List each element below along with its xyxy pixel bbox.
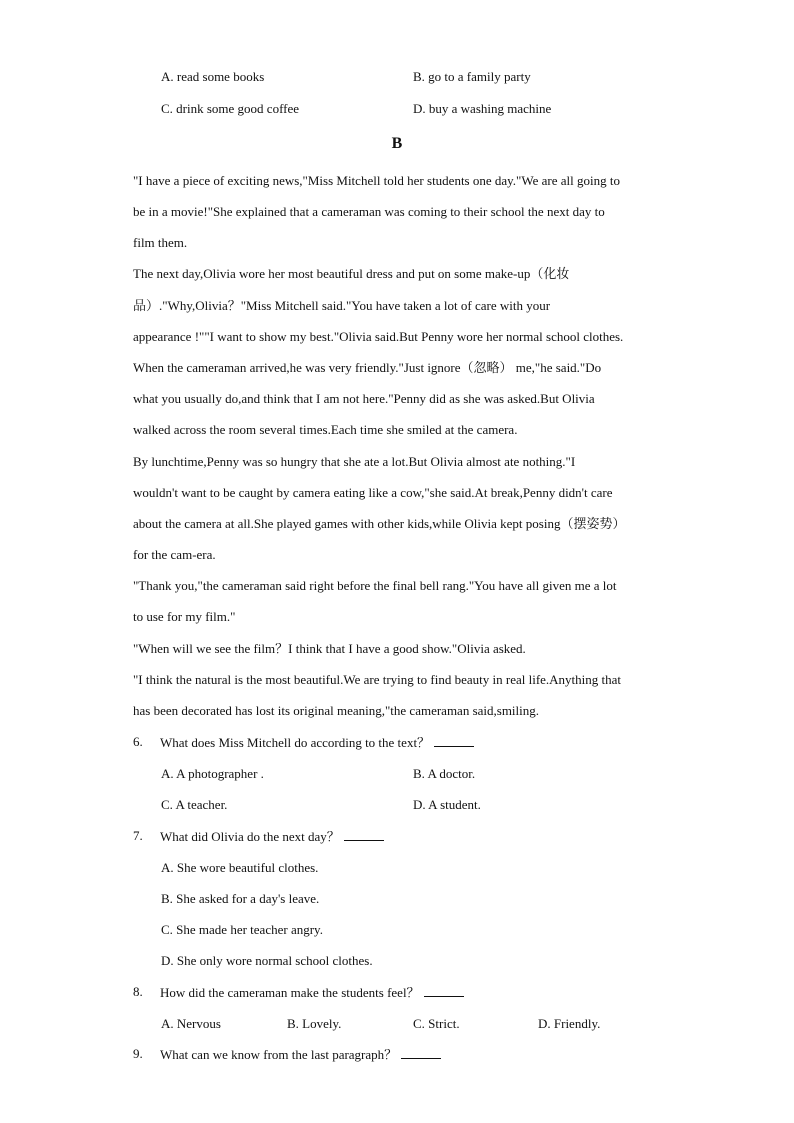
question-number: 6. [133,734,143,749]
question-6-option-c: C. A teacher. [161,797,228,812]
question-6-option-b: B. A doctor. [413,766,476,781]
question-6-stem [160,734,474,751]
passage-line: for the cam-era. [133,547,216,562]
passage-line: The next day,Olivia wore her most beautiful dress and put on some make-up（化妆 [133,266,570,281]
question-text: How did the cameraman make the students feel？ [160,985,420,1000]
passage-line: has been decorated has lost its original meaning,"the cameraman said,smiling. [133,703,540,718]
passage-line: When the cameraman arrived,he was very friendly."Just ignore（忽略） me,"he said."Do [133,360,602,375]
passage-line: about the camera at all.She played games with other kids,while Olivia kept posing（摆姿势） [133,516,626,531]
question-7-option-a: A. She wore beautiful clothes. [161,860,319,875]
question-7-stem [160,828,384,845]
passage-line: what you usually do,and think that I am not here."Penny did as she was asked.But Olivia [133,391,595,406]
passage-line: "I think the natural is the most beautiful.We are trying to find beauty in real life.Anything that [133,672,622,687]
question-text: What does Miss Mitchell do according to the text？ [160,735,431,750]
answer-blank[interactable] [344,828,384,841]
question-7-option-b: B. She asked for a day's leave. [161,891,320,906]
passage-line: be in a movie!"She explained that a cameraman was coming to their school the next day to [133,204,605,219]
passage-line: to use for my film." [133,609,236,624]
prev-option-b: B. go to a family party [413,69,531,84]
question-number: 7. [133,828,143,843]
question-6-option-d: D. A student. [413,797,481,812]
passage-line: By lunchtime,Penny was so hungry that she ate a lot.But Olivia almost ate nothing."I [133,454,576,469]
passage-line: "I have a piece of exciting news,"Miss Mitchell told her students one day."We are all going to [133,173,620,188]
question-text: What did Olivia do the next day？ [160,829,340,844]
passage-line: "Thank you,"the cameraman said right before the final bell rang."You have all given me a lot [133,578,617,593]
answer-blank[interactable] [434,734,474,747]
question-number: 8. [133,984,143,999]
answer-blank[interactable] [401,1046,441,1059]
question-8-option-c: C. Strict. [413,1016,460,1031]
prev-option-d: D. buy a washing machine [413,101,552,116]
passage-line: wouldn't want to be caught by camera eating like a cow,"she said.At break,Penny didn't care [133,485,613,500]
passage-line: 品）."Why,Olivia？"Miss Mitchell said."You have taken a lot of care with your [133,298,551,313]
passage-line: film them. [133,235,188,250]
prev-option-c: C. drink some good coffee [161,101,300,116]
answer-blank[interactable] [424,984,464,997]
question-8-stem [160,984,464,1001]
question-8-option-d: D. Friendly. [538,1016,601,1031]
question-8-option-a: A. Nervous [161,1016,221,1031]
question-7-option-d: D. She only wore normal school clothes. [161,953,373,968]
question-6-option-a: A. A photographer . [161,766,264,781]
passage-line: appearance !""I want to show my best."Olivia said.But Penny wore her normal school clothes. [133,329,624,344]
passage-line: "When will we see the film？I think that I have a good show."Olivia asked. [133,641,526,656]
question-9-stem [160,1046,441,1063]
question-text: What can we know from the last paragraph？ [160,1047,398,1062]
passage-line: walked across the room several times.Each time she smiled at the camera. [133,422,518,437]
section-heading: B [391,135,403,152]
question-8-option-b: B. Lovely. [287,1016,342,1031]
prev-option-a: A. read some books [161,69,265,84]
question-7-option-c: C. She made her teacher angry. [161,922,323,937]
question-number: 9. [133,1046,143,1061]
